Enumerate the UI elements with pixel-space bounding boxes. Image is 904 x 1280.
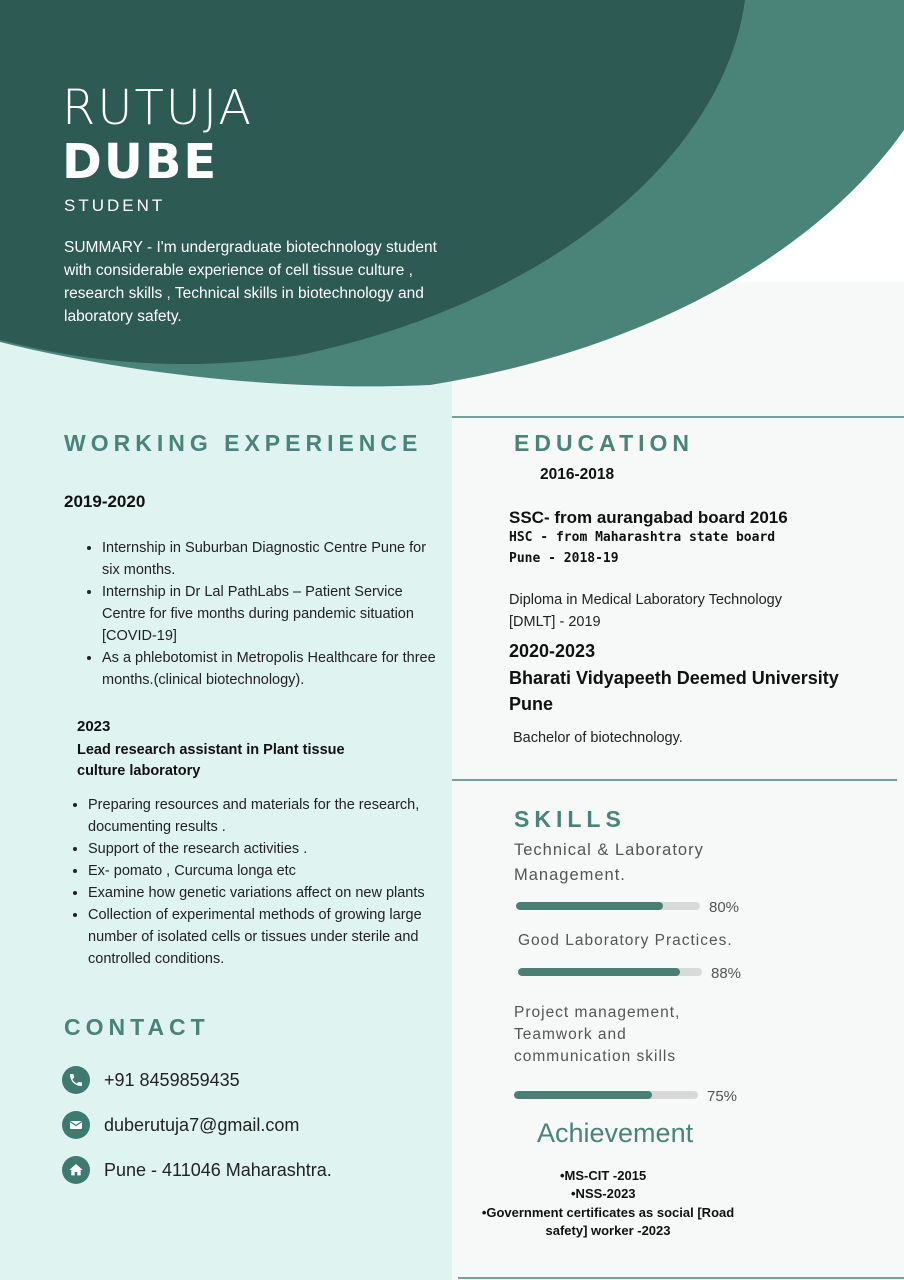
skills-heading: SKILLS [514,806,626,832]
university-name: Bharati Vidyapeeth Deemed University Pune [509,668,839,714]
diploma-detail: Diploma in Medical Laboratory Technology [DMLT] - 2019 [509,592,782,630]
hsc-detail: HSC - from Maharashtra state board [509,530,776,545]
phone-number[interactable]: +91 8459859435 [104,1069,240,1090]
email-address[interactable]: duberutuja7@gmail.com [104,1114,300,1135]
skill-bar-fill-3 [514,1091,652,1099]
skill-label-2: Good Laboratory Practices. [518,932,733,949]
experience-role-2: Lead research assistant in Plant tissue culture laboratory [77,742,345,779]
list-item: • Internship in Suburban Diagnostic Centre Pune for six months. [102,537,442,581]
education-year-2: 2020-2023 [509,641,596,661]
skill-percent-2: 88% [711,965,742,982]
contact-heading: CONTACT [64,1014,210,1040]
achievement-item: •MS-CIT -2015 [560,1168,647,1183]
experience-period-2: 2023 [77,718,111,735]
role-title: STUDENT [64,196,166,215]
skill-bar-fill-2 [518,968,680,976]
skill-bar-2 [518,968,702,976]
ssc-detail: SSC- from aurangabad board 2016 [509,508,788,527]
list-item: • Collection of experimental methods of growing large number of isolated cells or tissues under sterile and controlled conditions. [88,904,438,970]
list-item: • Ex- pomato , Curcuma longa etc [88,860,438,882]
list-item: • Internship in Dr Lal PathLabs – Patient Service Centre for five months during pandemic situation [COVID-19] [102,581,442,647]
last-name: DUBE [62,134,219,190]
skill-bar-3 [514,1091,698,1099]
first-name: RUTUJA [62,80,254,136]
experience-list-2 [68,794,438,970]
contact-email-row[interactable] [62,1111,299,1139]
skill-label-1: Technical & Laboratory Management. [514,841,704,884]
degree-name: Bachelor of biotechnology. [513,730,683,746]
list-item: • Preparing resources and materials for the research, documenting results . [88,794,438,838]
skill-label-3: Project management, Teamwork and communication skills [514,1004,681,1065]
contact-address-row [62,1156,332,1184]
list-item: • As a phlebotomist in Metropolis Healthcare for three months.(clinical biotechnology). [102,647,442,691]
achievement-heading: Achievement [537,1118,694,1148]
skill-bar-1 [516,902,700,910]
skill-bar-fill-1 [516,902,663,910]
experience-period-1: 2019-2020 [64,492,146,511]
address: Pune - 411046 Maharashtra. [104,1159,332,1180]
achievement-item: •Government certificates as social [Road safety] worker -2023 [481,1205,735,1238]
summary-text: SUMMARY - I'm undergraduate biotechnology student with considerable experience of cell tissue culture , research skills , Technical skills in biotechnology and laboratory safety. [64,239,437,325]
home-icon [62,1156,90,1184]
list-item: • Support of the research activities . [88,838,438,860]
phone-icon [62,1066,90,1094]
contact-phone-row[interactable] [62,1066,240,1094]
skill-percent-1: 80% [709,899,740,916]
experience-list-1 [82,537,442,691]
education-heading: EDUCATION [514,430,695,456]
achievement-item: •NSS-2023 [571,1186,636,1201]
skill-percent-3: 75% [707,1088,738,1105]
education-year-1: 2016-2018 [540,466,615,483]
working-experience-heading: WORKING EXPERIENCE [64,430,423,456]
hsc-place: Pune - 2018-19 [509,551,619,566]
mail-icon [62,1111,90,1139]
list-item: • Examine how genetic variations affect on new plants [88,882,438,904]
